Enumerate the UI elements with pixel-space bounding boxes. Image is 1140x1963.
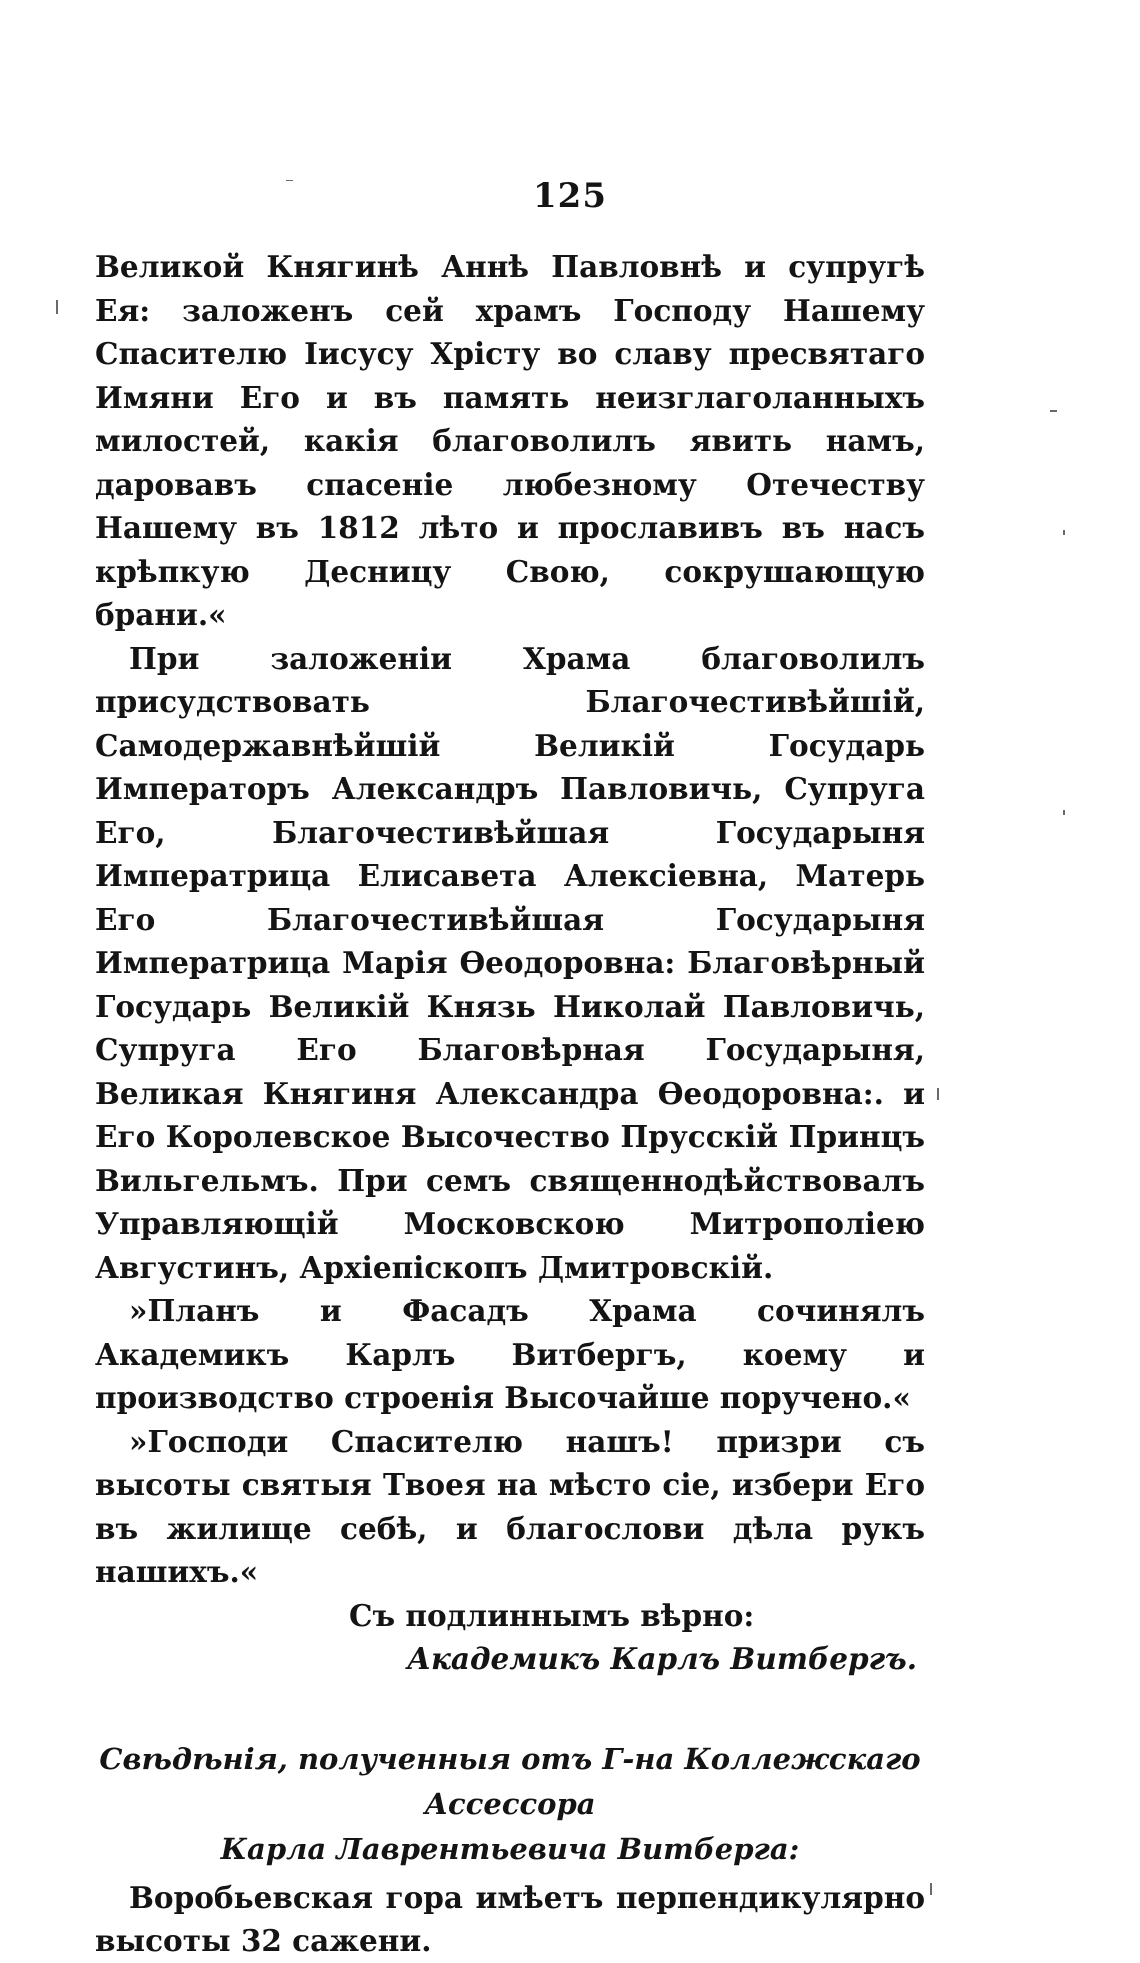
scan-speck — [56, 300, 58, 314]
certification-line: Съ подлиннымъ вѣрно: — [349, 1597, 755, 1633]
paragraph-dedication-ending: Великой Княгинѣ Аннѣ Павловнѣ и супругѣ Ея: заложенъ сей храмъ Господу Нашему Спасителю Іисусу Хрісту во славу пресвятаго Имяни Его и въ память неизглаголанныхъ милостей, какія благоволилъ явить намъ, даровавъ спасеніе любезному Отечеству Нашему въ 1812 лѣто и прославивъ въ насъ крѣпкую Десницу Свою, сокрушающую брани.« — [95, 249, 925, 632]
paragraph-attendees: При заложеніи Храма благоволилъ присудствовать Благочестивѣйшій, Самодержавнѣйшій Великій Государь Императоръ Александръ Павловичь, Супруга Его, Благочестивѣйшая Государыня Императрица Елисавета Алексіевна, Матерь Его Благочестивѣйшая Государыня Императрица Марія Ѳеодоровна: Благовѣрный Государь Великій Князь Николай Павловичь, Супруга Его Благовѣрная Государыня, Великая Княгиня Александра Ѳеодоровна:. и Его Королевское Высочество Прусскій Принцъ Вильгельмъ. При семъ священнодѣйствовалъ Управляющій Московскою Митрополіею Августинъ, Архіепіскопъ Дмитровскій. — [95, 640, 925, 1285]
scan-speck — [1050, 410, 1057, 412]
paragraph-prayer: »Господи Спасителю нашъ! призри съ высоты святыя Твоея на мѣсто сіе, избери Его въ жилище себѣ, и благослови дѣла рукъ нашихъ.« — [95, 1423, 925, 1589]
signature-line: Академикъ Карлъ Витбергъ. — [406, 1641, 917, 1676]
page-text — [95, 245, 925, 1963]
scan-speck — [937, 1088, 939, 1100]
page-number: 125 — [533, 176, 607, 216]
section-heading-line-1: Свѣдѣнія, полученныя отъ Г-на Коллежскаго Ассессора — [99, 1741, 921, 1821]
section-heading — [95, 1737, 925, 1872]
scan-speck — [1063, 530, 1065, 535]
scan-speck — [1063, 810, 1065, 815]
paragraph-mountain-height: Воробьевская гора имѣетъ перпендикулярно высоты 32 сажени. — [95, 1879, 925, 1958]
paragraph-plan-author: »Планъ и Фасадъ Храма сочинялъ Академикъ Карлъ Витбергъ, коему и производство строенія Высочайше поручено.« — [95, 1293, 925, 1415]
scan-speck — [930, 1883, 932, 1895]
section-heading-line-2: Карла Лаврентьевича Витберга: — [220, 1831, 800, 1866]
